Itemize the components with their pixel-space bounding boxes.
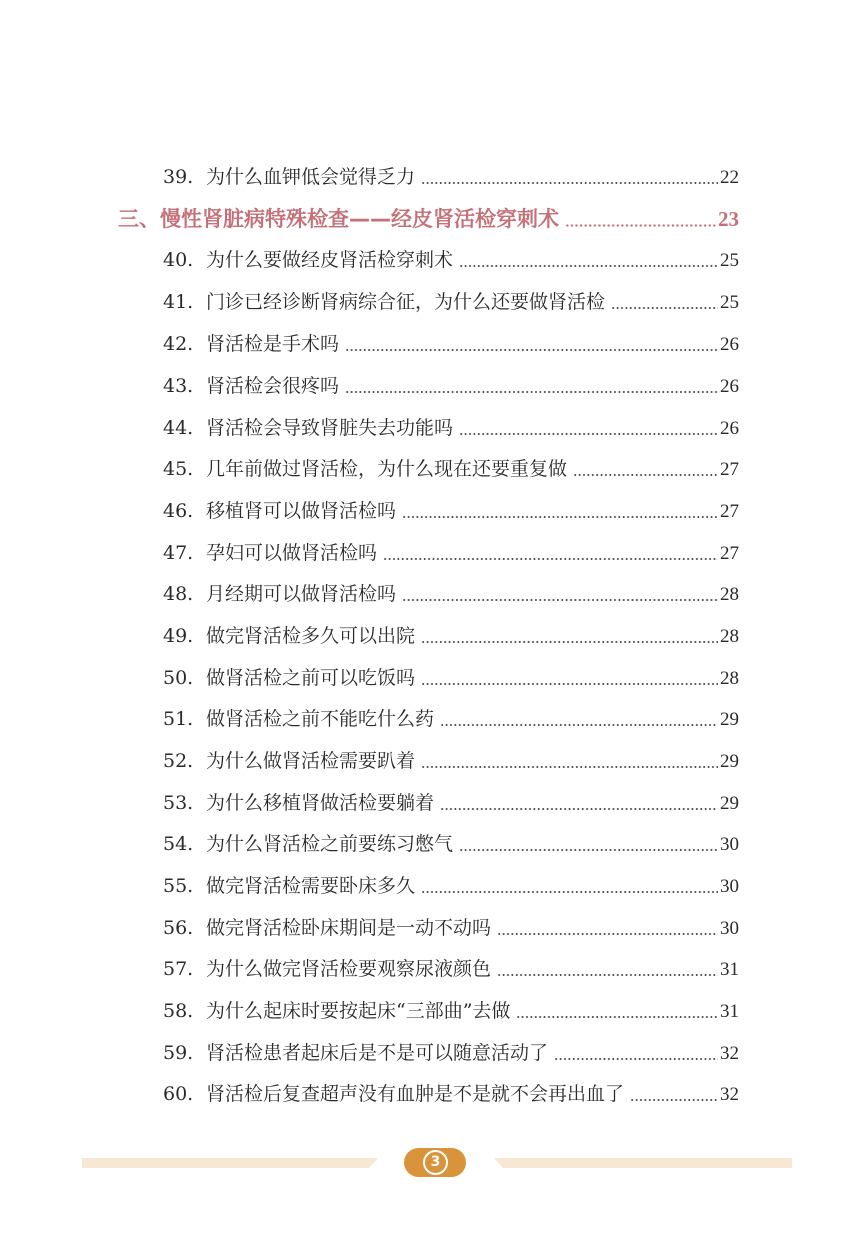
dot-leader xyxy=(630,1099,718,1101)
toc-entry[interactable] xyxy=(163,582,739,607)
entry-page: 30 xyxy=(720,876,739,897)
entry-title: 肾活检会导致肾脏失去功能吗 xyxy=(206,417,454,439)
dot-leader xyxy=(459,849,718,851)
entry-title: 月经期可以做肾活检吗 xyxy=(206,583,397,605)
dot-leader xyxy=(459,265,718,267)
entry-title: 为什么肾活检之前要练习憋气 xyxy=(206,833,454,855)
dot-leader xyxy=(497,933,718,935)
entry-number: 48. xyxy=(163,583,194,605)
toc-entry[interactable] xyxy=(163,874,739,899)
toc-entry[interactable] xyxy=(163,916,739,941)
dot-leader xyxy=(402,599,718,601)
entry-page: 31 xyxy=(720,959,739,980)
entry-title: 门诊已经诊断肾病综合征，为什么还要做肾活检 xyxy=(206,291,606,313)
dot-leader xyxy=(459,433,718,435)
entry-number: 40. xyxy=(163,249,194,271)
dot-leader xyxy=(345,349,718,351)
page-number: 3 xyxy=(423,1150,448,1175)
entry-number: 54. xyxy=(163,833,194,855)
toc-entry[interactable] xyxy=(163,957,739,982)
entry-number: 59. xyxy=(163,1042,194,1064)
entry-page: 25 xyxy=(720,250,739,271)
entry-page: 27 xyxy=(720,459,739,480)
entry-title: 做肾活检之前不能吃什么药 xyxy=(206,708,435,730)
toc-entry[interactable] xyxy=(163,332,739,357)
section-page: 23 xyxy=(718,207,739,231)
toc-entry[interactable] xyxy=(163,457,739,482)
entry-title: 为什么移植肾做活检要躺着 xyxy=(206,792,435,814)
entry-page: 26 xyxy=(720,334,739,355)
entry-number: 41. xyxy=(163,291,194,313)
toc-entry[interactable] xyxy=(163,832,739,857)
toc-entry[interactable] xyxy=(163,1041,739,1066)
entry-page: 27 xyxy=(720,543,739,564)
entry-page: 28 xyxy=(720,668,739,689)
entry-number: 57. xyxy=(163,958,194,980)
dot-leader xyxy=(440,724,718,726)
entry-number: 55. xyxy=(163,875,194,897)
entry-title: 肾活检会很疼吗 xyxy=(206,375,340,397)
entry-page: 29 xyxy=(720,751,739,772)
entry-number: 56. xyxy=(163,917,194,939)
entry-page: 25 xyxy=(720,292,739,313)
toc-entry[interactable] xyxy=(163,290,739,315)
dot-leader xyxy=(497,974,718,976)
entry-page: 30 xyxy=(720,834,739,855)
entry-number: 52. xyxy=(163,750,194,772)
dot-leader xyxy=(554,1058,718,1060)
entry-page: 28 xyxy=(720,584,739,605)
toc-entry[interactable] xyxy=(163,999,739,1024)
dot-leader xyxy=(402,516,718,518)
entry-page: 31 xyxy=(720,1001,739,1022)
dot-leader xyxy=(421,766,718,768)
entry-title: 肾活检后复查超声没有血肿是不是就不会再出血了 xyxy=(206,1083,625,1105)
toc-entry[interactable] xyxy=(163,374,739,399)
section-title: 三、慢性肾脏病特殊检查——经皮肾活检穿刺术 xyxy=(118,207,559,231)
dot-leader xyxy=(573,474,718,476)
dot-leader xyxy=(421,683,718,685)
toc-section-heading[interactable] xyxy=(118,205,739,233)
toc-entry[interactable] xyxy=(163,624,739,649)
entry-title: 肾活检是手术吗 xyxy=(206,333,340,355)
entry-number: 45. xyxy=(163,458,194,480)
entry-number: 51. xyxy=(163,708,194,730)
entry-page: 30 xyxy=(720,918,739,939)
toc-entry[interactable] xyxy=(163,499,739,524)
toc-entry[interactable] xyxy=(163,666,739,691)
entry-title: 几年前做过肾活检，为什么现在还要重复做 xyxy=(206,458,568,480)
dot-leader xyxy=(345,391,718,393)
toc-entry[interactable] xyxy=(163,541,739,566)
entry-title: 为什么起床时要按起床“三部曲”去做 xyxy=(206,1000,511,1022)
entry-number: 60. xyxy=(163,1083,194,1105)
entry-title: 为什么要做经皮肾活检穿刺术 xyxy=(206,249,454,271)
entry-page: 22 xyxy=(720,167,739,188)
entry-title: 为什么血钾低会觉得乏力 xyxy=(206,166,416,188)
entry-page: 29 xyxy=(720,793,739,814)
entry-page: 26 xyxy=(720,418,739,439)
entry-page: 26 xyxy=(720,376,739,397)
dot-leader xyxy=(383,558,718,560)
entry-title: 做完肾活检多久可以出院 xyxy=(206,625,416,647)
entry-number: 43. xyxy=(163,375,194,397)
entry-number: 50. xyxy=(163,667,194,689)
dot-leader xyxy=(421,182,718,184)
page-number-badge xyxy=(404,1148,466,1177)
dot-leader xyxy=(516,1016,718,1018)
entry-title: 孕妇可以做肾活检吗 xyxy=(206,542,378,564)
footer-bar-left xyxy=(82,1158,378,1168)
entry-title: 肾活检患者起床后是不是可以随意活动了 xyxy=(206,1042,549,1064)
toc-entry[interactable] xyxy=(163,416,739,441)
toc-entry[interactable] xyxy=(163,248,739,273)
toc-entry[interactable] xyxy=(163,749,739,774)
entry-number: 49. xyxy=(163,625,194,647)
entry-number: 39. xyxy=(163,166,194,188)
toc-entry[interactable] xyxy=(163,791,739,816)
entry-title: 为什么做完肾活检要观察尿液颜色 xyxy=(206,958,492,980)
dot-leader xyxy=(611,307,718,309)
entry-title: 为什么做肾活检需要趴着 xyxy=(206,750,416,772)
dot-leader xyxy=(440,808,718,810)
dot-leader xyxy=(565,224,716,227)
entry-page: 27 xyxy=(720,501,739,522)
entry-page: 29 xyxy=(720,709,739,730)
entry-title: 移植肾可以做肾活检吗 xyxy=(206,500,397,522)
entry-page: 28 xyxy=(720,626,739,647)
entry-number: 58. xyxy=(163,1000,194,1022)
toc-entry[interactable] xyxy=(163,165,739,190)
entry-page: 32 xyxy=(720,1043,739,1064)
dot-leader xyxy=(421,641,718,643)
entry-title: 做完肾活检需要卧床多久 xyxy=(206,875,416,897)
toc-entry[interactable] xyxy=(163,707,739,732)
entry-page: 32 xyxy=(720,1084,739,1105)
entry-title: 做完肾活检卧床期间是一动不动吗 xyxy=(206,917,492,939)
entry-number: 47. xyxy=(163,542,194,564)
footer-bar-right xyxy=(494,1158,792,1168)
entry-title: 做肾活检之前可以吃饭吗 xyxy=(206,667,416,689)
dot-leader xyxy=(421,891,718,893)
entry-number: 44. xyxy=(163,417,194,439)
entry-number: 46. xyxy=(163,500,194,522)
toc-entry[interactable] xyxy=(163,1082,739,1107)
entry-number: 53. xyxy=(163,792,194,814)
entry-number: 42. xyxy=(163,333,194,355)
